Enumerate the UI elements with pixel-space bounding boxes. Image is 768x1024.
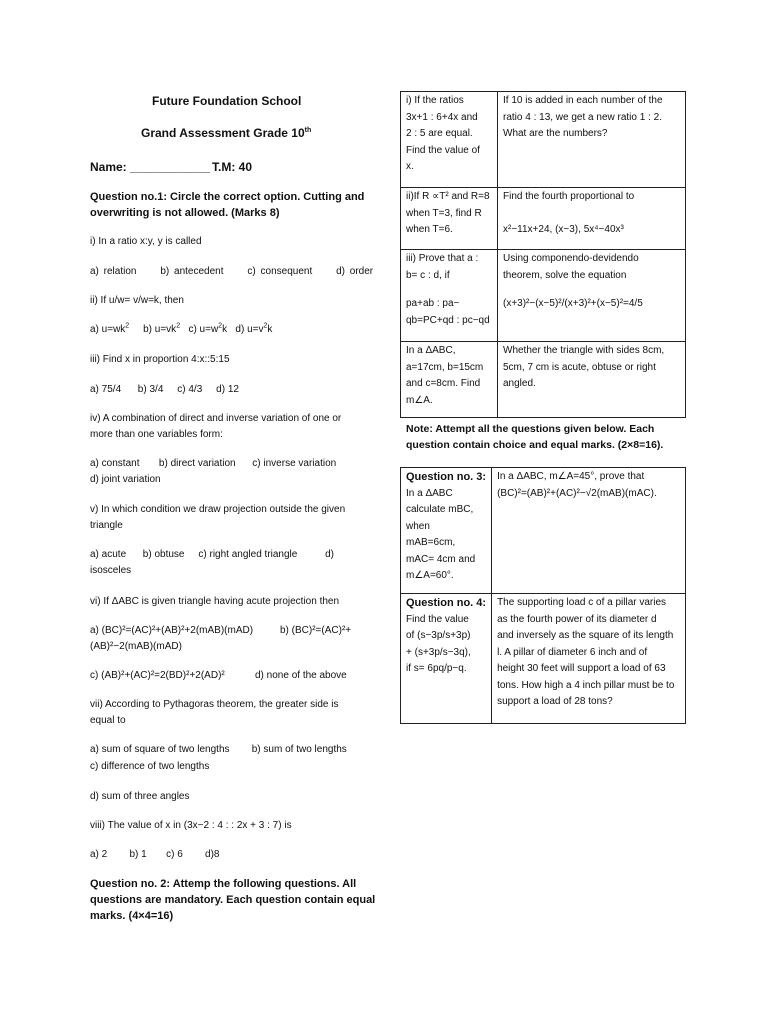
table-row: [401, 188, 686, 250]
q2-heading-line1: Question no. 2: Attemp the following questions. All: [90, 878, 357, 890]
cell-line: calculate mBC,: [406, 504, 474, 515]
table-row: [401, 250, 686, 342]
q1-vi-option-b: b) (BC)²=(AC)²+: [280, 625, 352, 636]
q1-iv-question-line2: more than one variables form:: [90, 429, 223, 440]
table-row: [401, 594, 686, 724]
cell-line: Using componendo-devidendo: [503, 253, 639, 264]
cell-line: when: [406, 520, 430, 532]
cell-line: (x+3)²−(x−5)²/(x+3)²+(x−5)²=4/5: [503, 298, 643, 309]
q1-ii-question: ii) If u/w= v/w=k, then: [90, 295, 184, 306]
q1-iv-question-line1: iv) A combination of direct and inverse variation of one or: [90, 413, 342, 424]
cell-line: 3x+1 : 6+4x and: [406, 111, 478, 123]
q1-vi-question: vi) If ΔABC is given triangle having acute projection then: [90, 596, 340, 607]
q1-ii-options: [90, 322, 272, 338]
cell-line: m∠A=60°.: [406, 570, 454, 581]
q1-heading-line2: overwriting is not allowed. (Marks 8): [90, 207, 280, 219]
cell-line: (BC)²=(AB)²+(AC)²−√2(mAB)(mAC).: [497, 487, 657, 499]
total-marks: T.M: 40: [212, 160, 253, 174]
cell-line: when T=6.: [406, 224, 453, 235]
cell-line: + (s+3p/s−3q),: [406, 646, 471, 658]
q1-ii-a: a) u=wk: [90, 324, 126, 335]
cell-line: [503, 206, 680, 222]
cell-line: angled.: [503, 378, 536, 389]
q4-left: [401, 594, 492, 724]
q1-vii-options-line2: c) difference of two lengths: [90, 761, 210, 772]
q1-vii-question-line1: vii) According to Pythagoras theorem, the greater side is: [90, 699, 339, 710]
cell-line: Whether the triangle with sides 8cm,: [503, 345, 665, 356]
q3-left: [401, 468, 492, 594]
q2-row3-right: [498, 250, 686, 342]
q2-table: [400, 91, 686, 418]
q2-row4-left: [401, 342, 498, 418]
cell-line: b= c : d, if: [406, 269, 450, 281]
cell-line: Find the value of: [406, 144, 480, 156]
q2-heading-line3: marks. (4×4=16): [90, 910, 174, 922]
cell-line: iii) Prove that a :: [406, 253, 479, 264]
cell-line: ii)If R ∝T² and R=8: [406, 191, 490, 202]
cell-line: qb=PC+qd : pc−qd: [406, 314, 490, 326]
cell-line: What are the numbers?: [503, 128, 608, 139]
q1-v-question-line1: v) In which condition we draw projection outside the given: [90, 504, 346, 515]
cell-line: height 30 feet will support a load of 63: [497, 663, 666, 674]
note-line1: Note: Attempt all the questions given below. Each: [406, 423, 655, 435]
q2-row3-left: [401, 250, 498, 342]
question-heading: Question no. 4:: [406, 597, 487, 609]
cell-line: mAC= 4cm and: [406, 553, 476, 565]
q1-ii-c-sup: 2: [218, 322, 223, 330]
q2-row4-right: [498, 342, 686, 418]
q1-ii-d: d) u=v: [235, 324, 264, 335]
cell-line: 2 : 5 are equal.: [406, 128, 473, 139]
cell-line: The supporting load c of a pillar varies: [497, 597, 667, 608]
cell-line: mAB=6cm,: [406, 537, 456, 548]
note-line2: question contain choice and equal marks. (2×8=16).: [406, 439, 664, 451]
cell-line: Find the fourth proportional to: [503, 191, 635, 202]
cell-line: if s= 6pq/p−q.: [406, 663, 467, 674]
cell-line: of (s−3p/s+3p): [406, 630, 471, 641]
table-row: [401, 468, 686, 594]
title-sup: th: [304, 127, 312, 134]
q4-right: [492, 594, 686, 724]
cell-line: 5cm, 7 cm is acute, obtuse or right: [503, 361, 656, 373]
q1-vi-option-b-cont: (AB)²−2(mAB)(mAD): [90, 641, 182, 652]
cell-line: when T=3, find R: [406, 207, 482, 219]
q1-vii-options-line3: d) sum of three angles: [90, 791, 190, 802]
title-text: Grand Assessment Grade 10: [141, 126, 305, 140]
cell-line: If 10 is added in each number of the: [503, 95, 663, 106]
cell-line: Find the value: [406, 613, 469, 625]
q2-row1-left: [401, 92, 498, 188]
cell-line: support a load of 28 tons?: [497, 696, 613, 707]
q3-right: [492, 468, 686, 594]
q2-heading-line2: questions are mandatory. Each question contain equal: [90, 894, 376, 906]
q1-vi-option-a: a) (BC)²=(AC)²+(AB)²+2(mAB)(mAD): [90, 625, 254, 636]
q1-vi-option-c: c) (AB)²+(AC)²=2(BD)²+2(AD)²: [90, 670, 225, 681]
q1-vii-options-line1: a) sum of square of two lengths b) sum of two lengths: [90, 744, 347, 755]
q2-row2-left: [401, 188, 498, 250]
cell-line: and c=8cm. Find: [406, 378, 481, 389]
q2-row2-right: [498, 188, 686, 250]
section-b-table: [400, 467, 686, 724]
q1-ii-c: c) u=w: [188, 324, 219, 335]
cell-line: [503, 284, 680, 296]
cell-line: m∠A.: [406, 394, 433, 406]
q1-ii-a-sup: 2: [125, 322, 130, 330]
cell-line: as the fourth power of its diameter d: [497, 613, 657, 625]
table-row: [401, 342, 686, 418]
cell-line: In a ΔABC, m∠A=45°, prove that: [497, 471, 645, 482]
q1-viii-options: a) 2 b) 1 c) 6 d)8: [90, 849, 220, 860]
page-title: [141, 126, 311, 140]
cell-line: ratio 4 : 13, we get a new ratio 1 : 2.: [503, 111, 662, 123]
cell-line: i) If the ratios: [406, 95, 464, 106]
q1-i-options: a) relation b) antecedent c) consequent d) order: [90, 266, 374, 277]
q1-ii-d-tail: k: [267, 324, 273, 335]
q2-row1-right: [498, 92, 686, 188]
q1-i-question: i) In a ratio x:y, y is called: [90, 236, 202, 247]
q1-viii-question: viii) The value of x in (3x−2 : 4 : : 2x + 3 : 7) is: [90, 820, 292, 831]
q1-v-options-line1: a) acute b) obtuse c) right angled triangle d): [90, 549, 335, 560]
question-heading: Question no. 3:: [406, 471, 487, 483]
q1-iii-options: a) 75/4 b) 3/4 c) 4/3 d) 12: [90, 384, 239, 395]
q1-ii-d-sup: 2: [263, 322, 268, 330]
school-name: Future Foundation School: [152, 94, 302, 108]
q1-iii-question: iii) Find x in proportion 4:x::5:15: [90, 354, 230, 365]
cell-line: theorem, solve the equation: [503, 269, 627, 281]
name-line: Name: ____________: [90, 160, 211, 174]
cell-line: pa+ab : pa−: [406, 298, 460, 309]
table-row: [401, 92, 686, 188]
cell-line: l. A pillar of diameter 6 inch and of: [497, 646, 648, 658]
q1-iv-options-line2: d) joint variation: [90, 474, 161, 485]
q1-v-question-line2: triangle: [90, 520, 123, 531]
cell-line: x.: [406, 161, 414, 172]
q1-heading-line1: Question no.1: Circle the correct option. Cutting and: [90, 191, 365, 203]
cell-line: In a ΔABC: [406, 487, 453, 499]
q1-ii-b-sup: 2: [176, 322, 181, 330]
q1-v-options-line2: isosceles: [90, 565, 132, 576]
q1-ii-b: b) u=vk: [143, 324, 177, 335]
q1-vii-question-line2: equal to: [90, 715, 126, 726]
q1-vi-option-d: d) none of the above: [255, 670, 347, 681]
cell-line: tons. How high a 4 inch pillar must be to: [497, 679, 675, 691]
q1-iv-options-line1: a) constant b) direct variation c) inverse variation: [90, 458, 337, 469]
cell-line: and inversely as the square of its length: [497, 630, 674, 641]
cell-line: x²−11x+24, (x−3), 5x⁴−40x³: [503, 223, 624, 235]
cell-line: a=17cm, b=15cm: [406, 361, 484, 373]
cell-line: [406, 284, 492, 296]
q1-ii-c-tail: k: [222, 324, 228, 335]
cell-line: In a ΔABC,: [406, 345, 456, 356]
